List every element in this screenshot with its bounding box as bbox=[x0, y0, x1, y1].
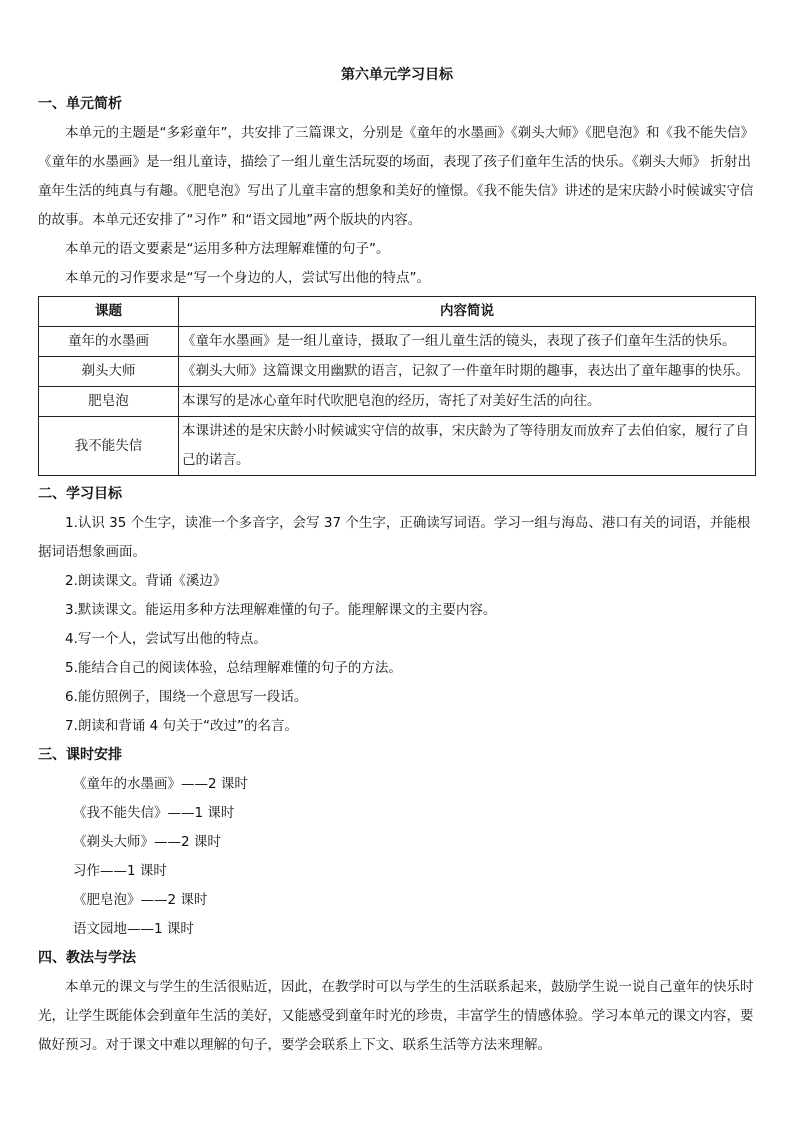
page-title: 第六单元学习目标 bbox=[341, 67, 453, 83]
goal-item: 6.能仿照例子，围绕一个意思写一段话。 bbox=[65, 689, 308, 705]
table-cell-summary: 《剃头大师》这篇课文用幽默的语言，记叙了一件童年时期的趣事，表达出了童年趣事的快乐。 bbox=[179, 357, 756, 387]
table-cell-lesson: 剃头大师 bbox=[39, 357, 179, 387]
goal-item: 1.认识 35 个生字，读准一个多音字，会写 37 个生字，正确读写词语。学习一组与海岛、港口有关的词语，并能根据词语想象画面。 bbox=[38, 515, 751, 560]
table-row bbox=[39, 417, 756, 476]
schedule-item: 《肥皂泡》——2 课时 bbox=[73, 892, 208, 908]
section-heading-analysis: 一、单元简析 bbox=[38, 96, 122, 112]
table-cell-summary: 《童年水墨画》是一组儿童诗，摄取了一组儿童生活的镜头，表现了孩子们童年生活的快乐。 bbox=[179, 327, 756, 357]
goal-item: 2.朗读课文。背诵《溪边》 bbox=[65, 573, 227, 589]
schedule-list bbox=[38, 770, 756, 944]
document-page bbox=[38, 60, 756, 1060]
table-cell-summary: 本课讲述的是宋庆龄小时候诚实守信的故事，宋庆龄为了等待朋友而放弃了去伯伯家，履行了自己的诺言。 bbox=[179, 417, 756, 476]
goal-item: 5.能结合自己的阅读体验，总结理解难懂的句子的方法。 bbox=[65, 660, 402, 676]
analysis-paragraph-3: 本单元的习作要求是“写一个身边的人，尝试写出他的特点”。 bbox=[65, 270, 430, 286]
table-cell-summary: 本课写的是冰心童年时代吹肥皂泡的经历，寄托了对美好生活的向往。 bbox=[179, 387, 756, 417]
table-row bbox=[39, 357, 756, 387]
table-row bbox=[39, 387, 756, 417]
section-heading-schedule: 三、课时安排 bbox=[38, 747, 122, 763]
schedule-item: 《剃头大师》——2 课时 bbox=[73, 834, 221, 850]
goal-item: 3.默读课文。能运用多种方法理解难懂的句子。能理解课文的主要内容。 bbox=[65, 602, 497, 618]
section-heading-methods: 四、教法与学法 bbox=[38, 950, 136, 966]
table-header-lesson: 课题 bbox=[39, 297, 179, 327]
table-header-summary: 内容简说 bbox=[179, 297, 756, 327]
schedule-item: 习作——1 课时 bbox=[73, 863, 167, 879]
table-cell-lesson: 童年的水墨画 bbox=[39, 327, 179, 357]
table-row bbox=[39, 327, 756, 357]
schedule-item: 《我不能失信》——1 课时 bbox=[73, 805, 235, 821]
table-header-row bbox=[39, 297, 756, 327]
schedule-item: 《童年的水墨画》——2 课时 bbox=[73, 776, 248, 792]
table-cell-lesson: 肥皂泡 bbox=[39, 387, 179, 417]
analysis-paragraph-1: 本单元的主题是“多彩童年”，共安排了三篇课文，分别是《童年的水墨画》《剃头大师》《肥皂泡》和《我不能失信》《童年的水墨画》是一组儿童诗，描绘了一组儿童生活玩耍的场面，表现了孩子们童年生活的快乐。《剃头大师》 折射出童年生活的纯真与有趣。《肥皂泡》写出了儿童丰富的想象和美好的憧憬。《我不能失信》讲述的是宋庆龄小时候诚实守信的故事。本单元还安排了“习作” 和“语文园地”两个版块的内容。 bbox=[38, 125, 754, 228]
methods-paragraph: 本单元的课文与学生的生活很贴近，因此，在教学时可以与学生的生活联系起来，鼓励学生说一说自己童年的快乐时光，让学生既能体会到童年生活的美好，又能感受到童年时光的珍贵，丰富学生的情感体验。学习本单元的课文内容，要做好预习。对于课文中难以理解的句子，要学会联系上下文、联系生活等方法来理解。 bbox=[38, 979, 754, 1053]
section-heading-goals: 二、学习目标 bbox=[38, 486, 122, 502]
goal-item: 4.写一个人，尝试写出他的特点。 bbox=[65, 631, 267, 647]
schedule-item: 语文园地——1 课时 bbox=[73, 921, 194, 937]
goal-item: 7.朗读和背诵 4 句关于“改过”的名言。 bbox=[65, 718, 299, 734]
table-cell-lesson: 我不能失信 bbox=[39, 417, 179, 476]
lesson-summary-table bbox=[38, 296, 756, 476]
analysis-paragraph-2: 本单元的语文要素是“运用多种方法理解难懂的句子”。 bbox=[65, 241, 390, 257]
